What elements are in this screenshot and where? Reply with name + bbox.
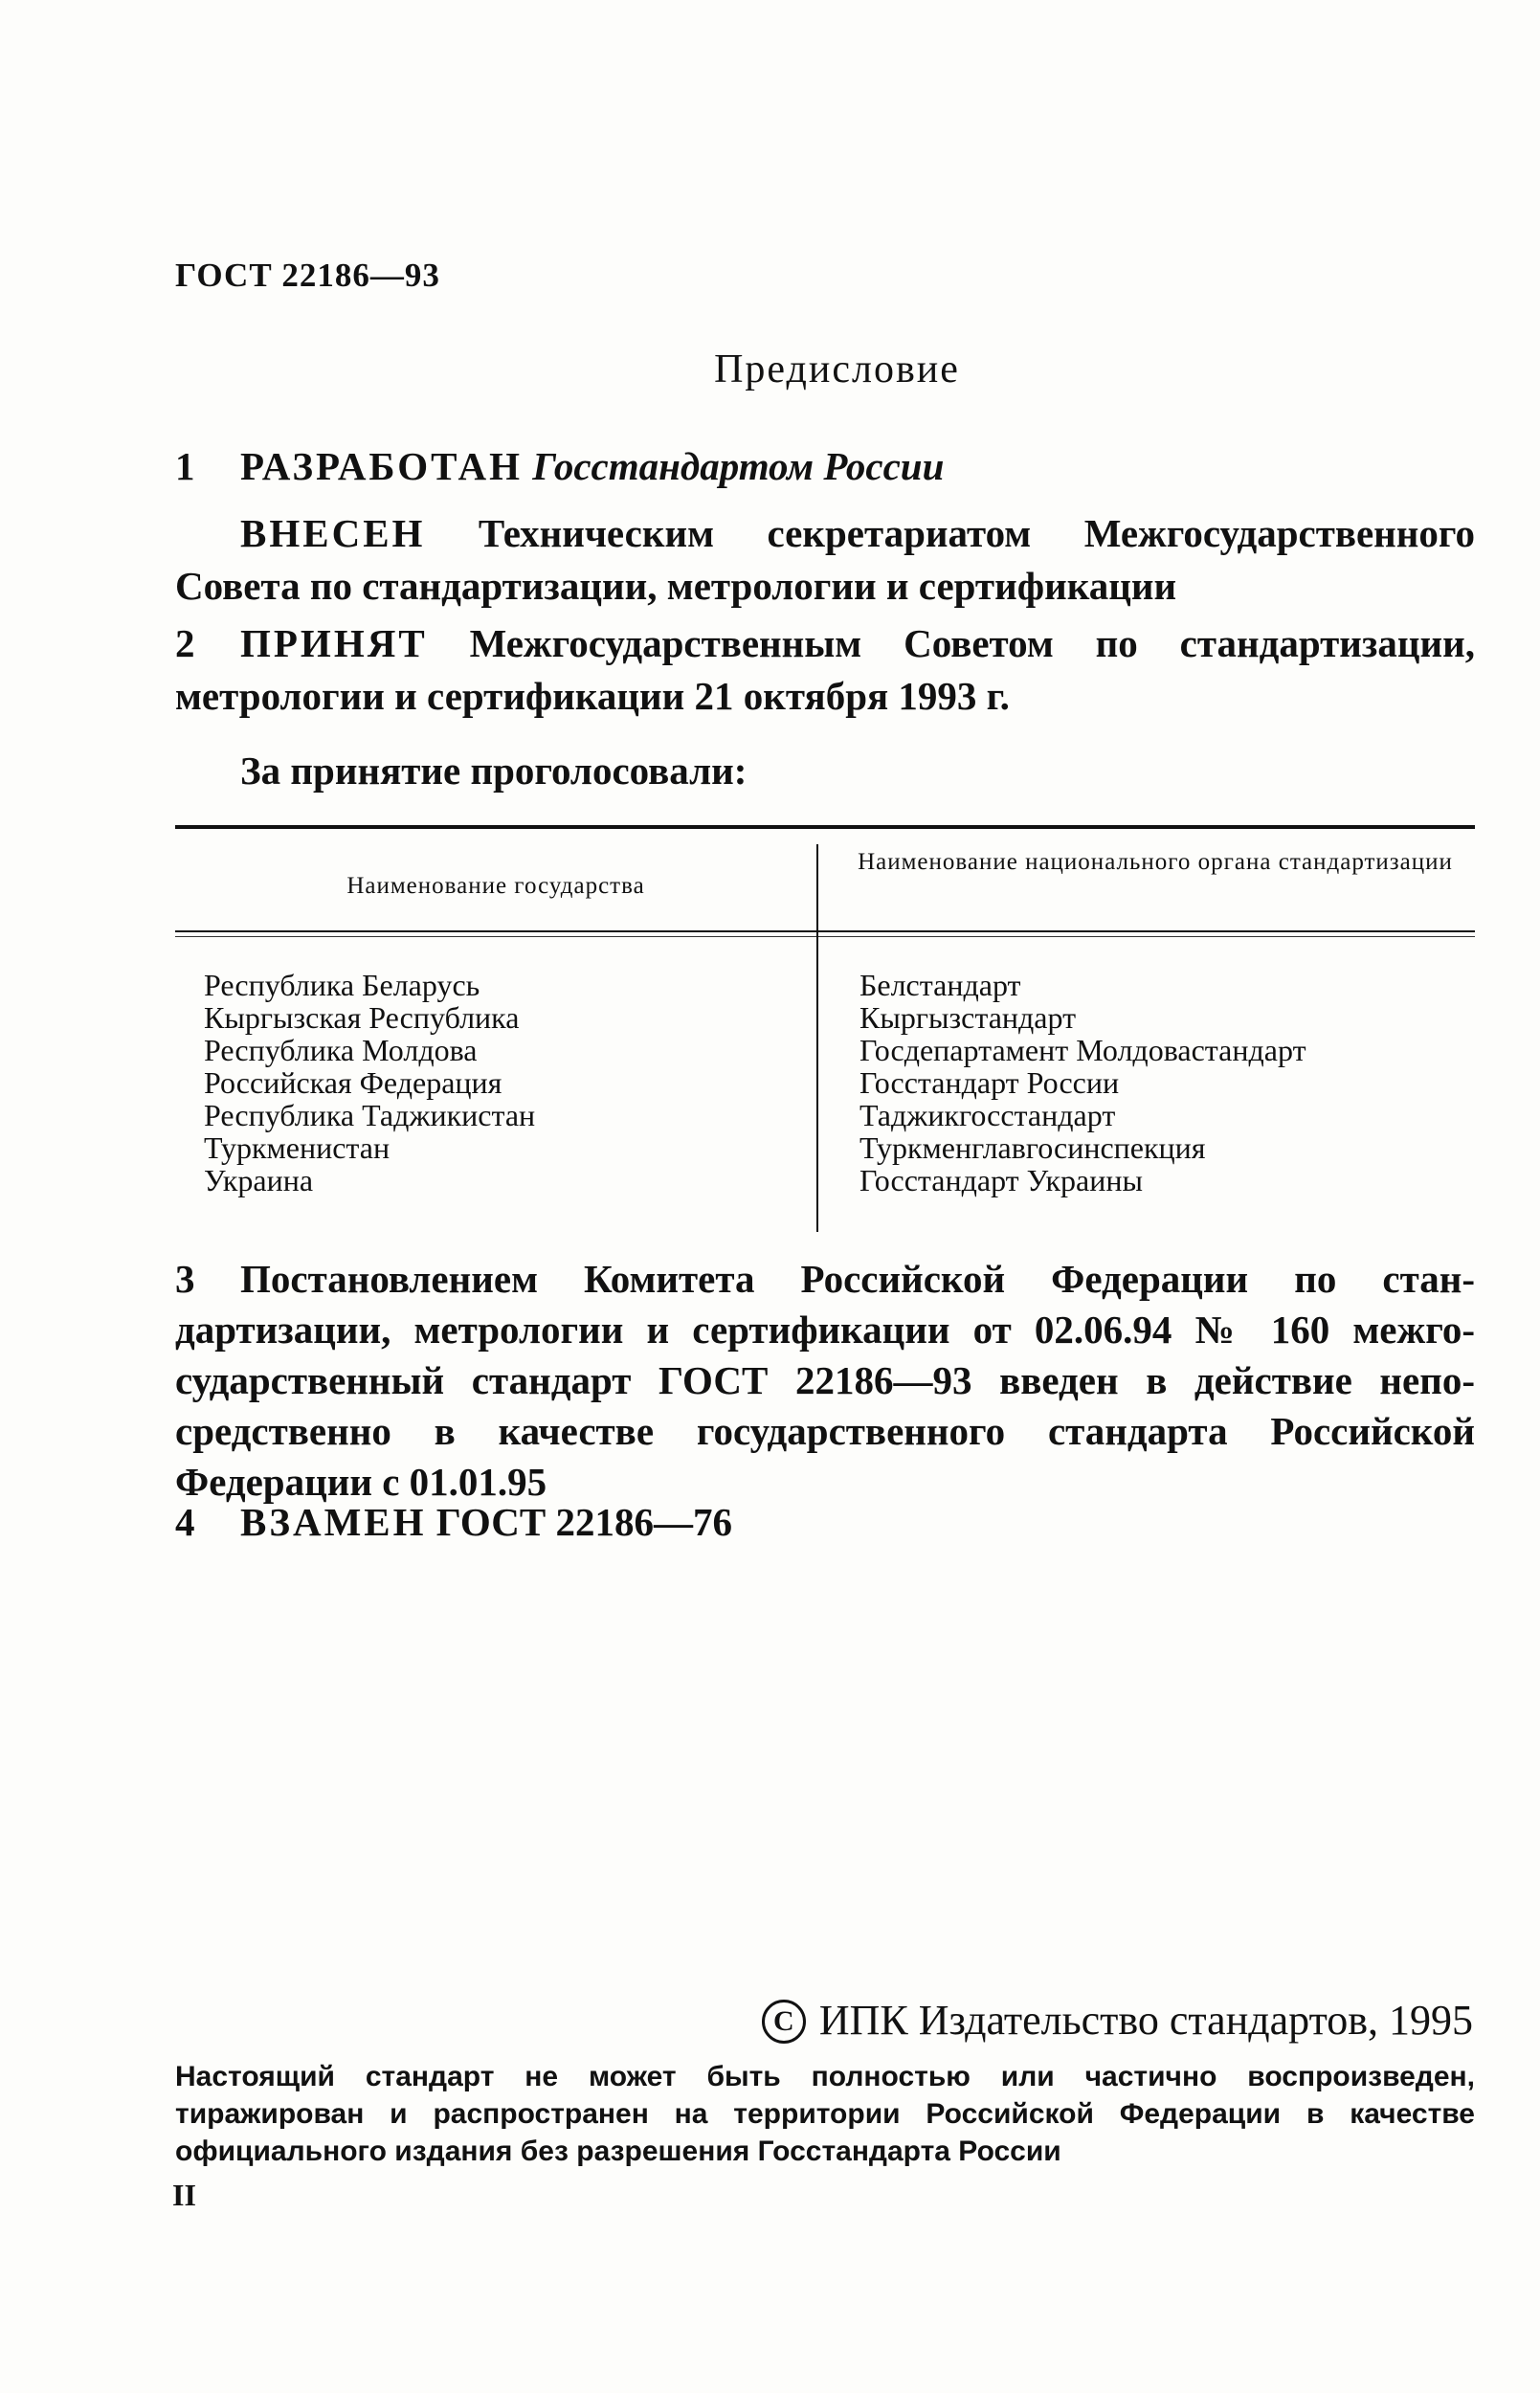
publisher-text: ИПК Издательство стандартов, 1995 — [818, 1997, 1473, 2044]
column-header-state: Наименование государства — [346, 873, 645, 899]
page-number: II — [172, 2178, 196, 2212]
bodies-column — [859, 969, 1306, 1196]
item-3-line-1 — [175, 1254, 1475, 1305]
item-2-number: 2 — [175, 621, 195, 665]
table-cell: Госстандарт Украины — [859, 1163, 1143, 1197]
table-cell: Республика Таджикистан — [204, 1098, 536, 1132]
vote-title — [175, 745, 1475, 797]
item-2-line-1 — [175, 617, 1475, 670]
table-cell: Госдепартамент Молдовастандарт — [859, 1033, 1306, 1067]
notice-line-1: Настоящий стандарт не может быть полностью или частично воспроизведен, — [175, 2061, 1475, 2092]
notice-line-2: тиражирован и распространен на территории Российской Федерации в качестве — [175, 2098, 1475, 2130]
table-header-rule-2 — [175, 936, 1475, 937]
item-1b-keyword: ВНЕСЕН — [240, 511, 426, 555]
table-column-divider — [816, 844, 818, 1232]
item-3-line-4: средственно в качестве государственного стандарта Российской — [175, 1409, 1475, 1453]
item-2-keyword: ПРИНЯТ — [240, 621, 428, 665]
item-3-resolution — [175, 1254, 1475, 1508]
item-4-replaces — [175, 1496, 1475, 1549]
states-column — [204, 969, 535, 1196]
item-3-line-3: сударственный стандарт ГОСТ 22186—93 введен в действие непо- — [175, 1358, 1475, 1402]
voting-table — [175, 825, 1475, 1254]
table-cell: Российская Федерация — [204, 1065, 502, 1100]
item-1-text: Госстандартом России — [532, 444, 945, 488]
item-1-introduced — [175, 507, 1475, 613]
notice-line-3: официального издания без разрешения Госстандарта России — [175, 2136, 1061, 2167]
item-1-developed — [175, 440, 1475, 493]
table-header-rule — [175, 930, 1475, 932]
publisher-line — [762, 1996, 1473, 2045]
item-1-number: 1 — [175, 444, 195, 488]
item-1b-line-1 — [175, 507, 1475, 560]
item-4-number: 4 — [175, 1500, 195, 1544]
gost-code: ГОСТ 22186—93 — [175, 257, 440, 294]
table-cell: Кыргызстандарт — [859, 1000, 1077, 1035]
table-cell: Таджикгосстандарт — [859, 1098, 1116, 1132]
item-4-keyword: ВЗАМЕН — [240, 1500, 427, 1544]
table-cell: Республика Беларусь — [204, 968, 480, 1002]
vote-title-text: За принятие проголосовали: — [240, 749, 748, 793]
table-cell: Украина — [204, 1163, 314, 1197]
table-cell: Туркменистан — [204, 1130, 391, 1165]
item-2-adopted — [175, 617, 1475, 723]
table-top-rule — [175, 825, 1475, 829]
item-3-number: 3 — [175, 1257, 195, 1301]
item-3-line-1-text: Постановлением Комитета Российской Федерации по стан- — [240, 1257, 1475, 1301]
item-3-line-5: Федерации с 01.01.95 — [175, 1460, 547, 1504]
item-2-line-1-text: Межгосударственным Советом по стандартизации, — [469, 621, 1476, 665]
table-cell: Госстандарт России — [859, 1065, 1120, 1100]
item-2-line-2: метрологии и сертификации 21 октября 1993 г. — [175, 674, 1010, 718]
item-4-text: ГОСТ 22186—76 — [435, 1500, 732, 1544]
reproduction-notice — [175, 2058, 1475, 2170]
item-3-line-2: дартизации, метрологии и сертификации от 02.06.94 № 160 межго- — [175, 1308, 1475, 1352]
table-cell: Туркменглавгосинспекция — [859, 1130, 1206, 1165]
item-1b-line-1-text: Техническим секретариатом Межгосударственного — [478, 511, 1476, 555]
copyright-icon: C — [762, 2000, 806, 2044]
preface-title: Предисловие — [714, 347, 960, 391]
column-header-body: Наименование национального органа стандартизации — [858, 849, 1453, 875]
item-1-keyword: РАЗРАБОТАН — [240, 444, 523, 488]
table-cell: Кыргызская Республика — [204, 1000, 520, 1035]
item-1b-line-2: Совета по стандартизации, метрологии и сертификации — [175, 564, 1177, 608]
table-cell: Белстандарт — [859, 968, 1021, 1002]
table-cell: Республика Молдова — [204, 1033, 478, 1067]
